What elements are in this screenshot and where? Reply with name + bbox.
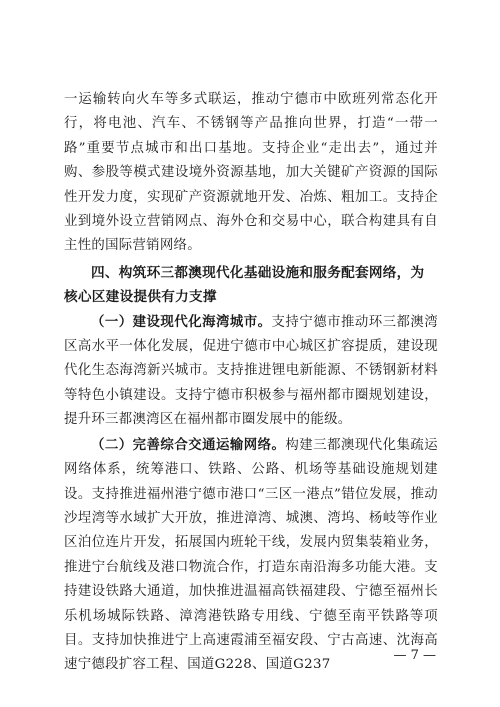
subsection-1-title: （一）建设现代化海湾城市。 bbox=[91, 313, 272, 330]
subsection-1-body: 支持宁德市推动环三都澳湾区高水平一体化发展，促进宁德市中心城区扩容提质，建设现代化生态海湾新兴城市。支持推进锂电新能源、不锈钢新材料等特色小镇建设。支持宁德市积极参与福州都市圈规划建设，提升环三都澳湾区在福州都市圈发展中的能级。 bbox=[64, 314, 438, 428]
page-body bbox=[64, 88, 438, 678]
body-paragraph: 一运输转向火车等多式联运，推动宁德市中欧班列常态化开行，将电池、汽车、不锈钢等产品推向世界，打造“一带一路”重要节点城市和出口基地。支持企业“走出去”，通过并购、参股等模式建设境外资源基地，加大关键矿产资源的国际性开发力度，实现矿产资源就地开发、冶炼、粗加工。支持企业到境外设立营销网点、海外仓和交易中心，联合构建具有自主性的国际营销网络。 bbox=[64, 92, 438, 254]
page-number: — 7 — bbox=[393, 648, 436, 663]
subsection-2-body: 构建三都澳现代化集疏运网络体系，统筹港口、铁路、公路、机场等基础设施规划建设。支持推进福州港宁德市港口“三区一港点”错位发展，推动沙埕湾等水域扩大开放，推进漳湾、城澳、湾坞、杨岐等作业区泊位连片开发，拓展国内班轮干线，发展内贸集装箱业务，推进宁台航线及港口物流合作，打造东南沿海多功能大港。支持建设铁路大通道，加快推进温福高铁福建段、宁德至福州长乐机场城际铁路、漳湾港铁路专用线、宁德至南平铁路等项目。支持加快推进宁上高速霞浦至福安段、宁古高速、沈海高速宁德段扩容工程、国道G228、国道G237 bbox=[64, 437, 438, 673]
subsection-1 bbox=[64, 310, 438, 433]
subsection-2 bbox=[64, 433, 438, 678]
section-heading: 四、构筑环三都澳现代化基础设施和服务配套网络，为核心区建设提供有力支撑 bbox=[64, 264, 425, 306]
subsection-2-title: （二）完善综合交通运输网络。 bbox=[91, 436, 286, 453]
